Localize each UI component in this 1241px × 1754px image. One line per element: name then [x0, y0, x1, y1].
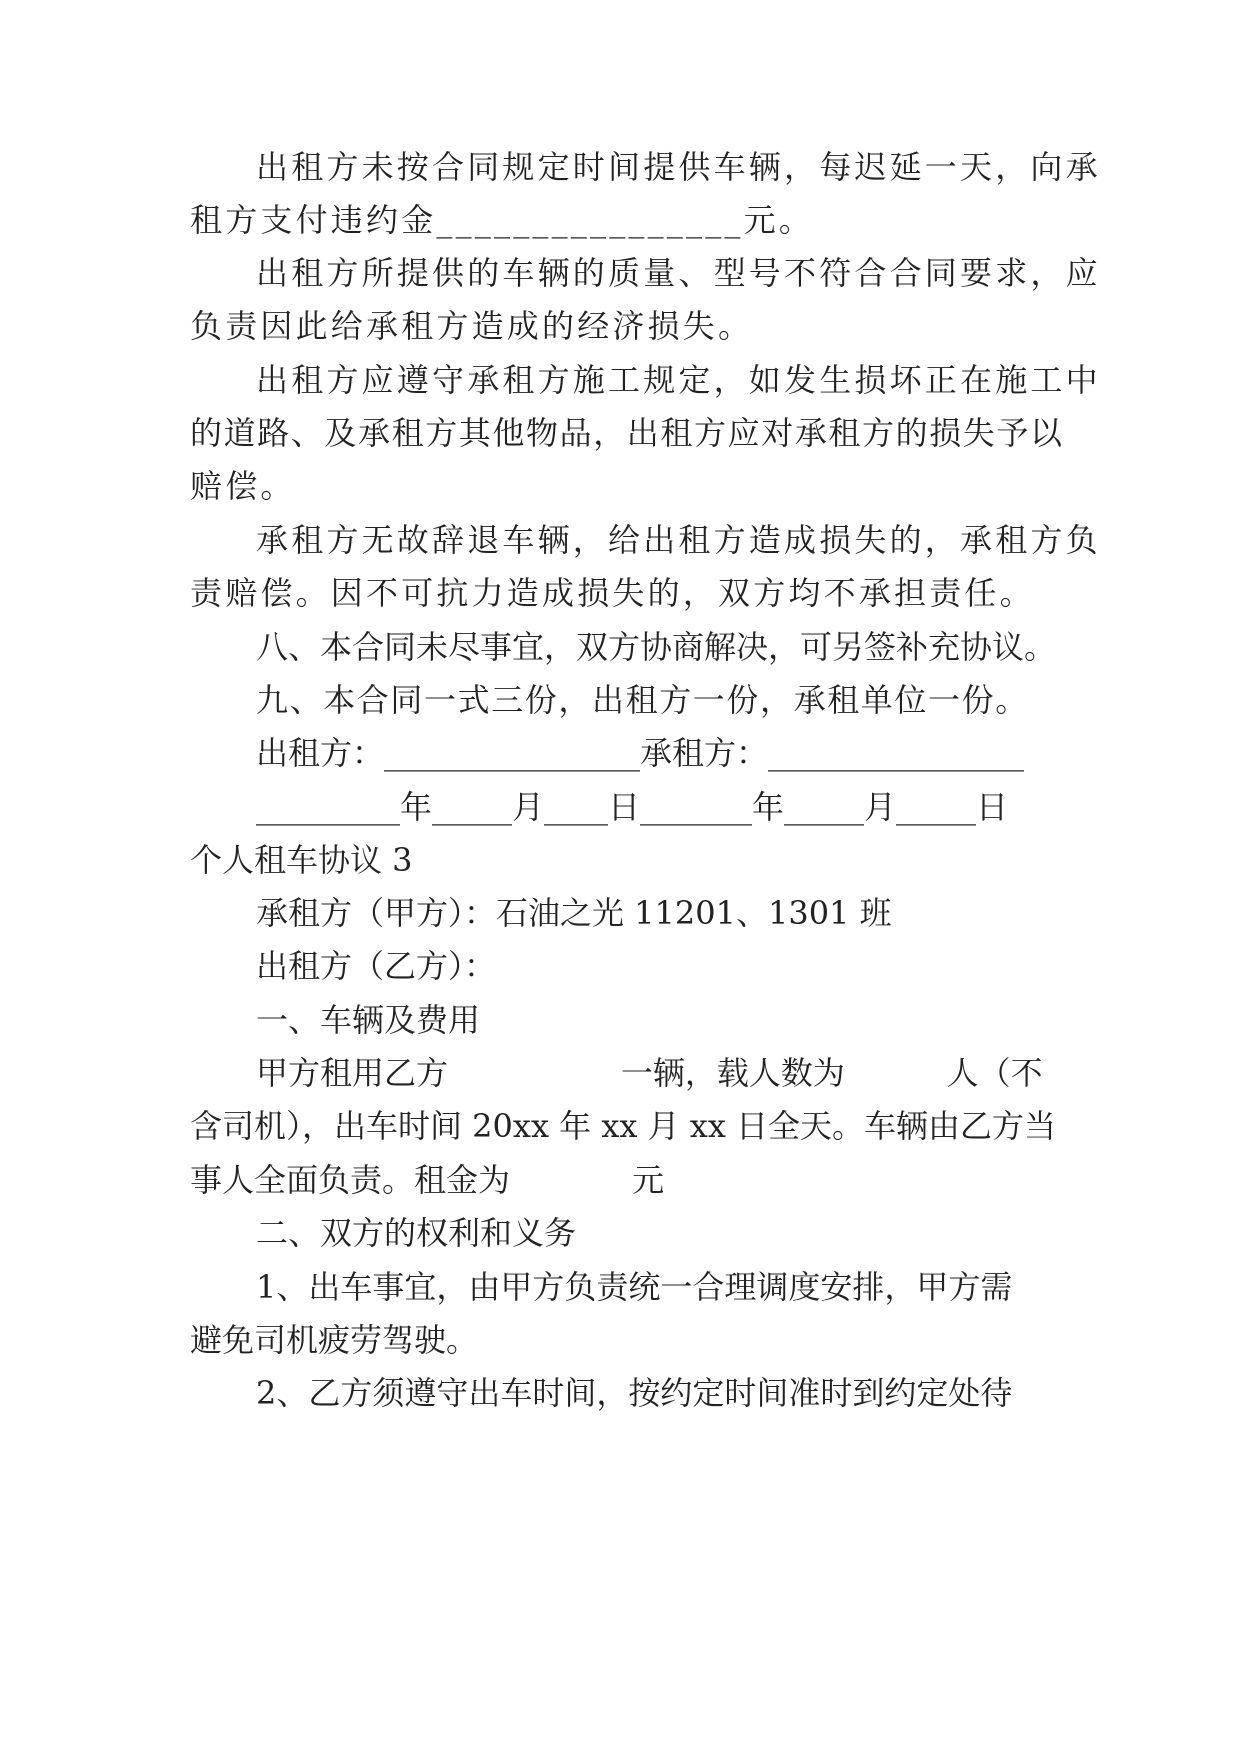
text-line: 甲方租用乙方 一辆，载人数为 人（不 [256, 1054, 1043, 1092]
text-line: 出租方所提供的车辆的质量、型号不符合合同要求，应 [256, 254, 1101, 292]
text-line: 1、出车事宜，由甲方负责统一合理调度安排，甲方需 [256, 1268, 1013, 1306]
text-line: 二、双方的权利和义务 [256, 1214, 577, 1252]
signature-line: 出租方：________________承租方：________________ [256, 734, 1025, 772]
text-line: 承租方（甲方）：石油之光 11201、1301 班 [256, 894, 892, 932]
text-line: 2、乙方须遵守出车时间，按约定时间准时到约定处待 [256, 1374, 1013, 1412]
text-line: 事人全面负责。租金为 元 [190, 1161, 665, 1199]
section-title: 个人租车协议 3 [190, 841, 413, 879]
text-line: 出租方应遵守承租方施工规定，如发生损坏正在施工中 [256, 361, 1101, 399]
text-line: 出租方（乙方）： [256, 947, 497, 985]
text-line: 的道路、及承租方其他物品，出租方应对承租方的损失予以 [190, 414, 1064, 452]
text-line: 含司机），出车时间 20xx 年 xx 月 xx 日全天。车辆由乙方当 [190, 1107, 1057, 1145]
text-line: 一、车辆及费用 [256, 1001, 481, 1039]
text-line: 九、本合同一式三份，出租方一份，承租单位一份。 [256, 681, 1029, 719]
text-line: 承租方无故辞退车辆，给出租方造成损失的，承租方负 [256, 521, 1101, 559]
text-line: 赔偿。 [190, 467, 296, 505]
text-line: 责赔偿。因不可抗力造成损失的，双方均不承担责任。 [190, 574, 1035, 612]
text-line: 出租方未按合同规定时间提供车辆，每迟延一天，向承 [256, 148, 1101, 186]
text-line: 八、本合同未尽事宜，双方协商解决，可另签补充协议。 [256, 628, 1057, 666]
text-line: 负责因此给承租方造成的经济损失。 [190, 307, 754, 345]
text-line: 租方支付违约金________________元。 [190, 201, 815, 239]
text-line: 避免司机疲劳驾驶。 [190, 1321, 479, 1359]
date-line: _________年_____月____日_______年_____月_____日 [256, 788, 1009, 826]
